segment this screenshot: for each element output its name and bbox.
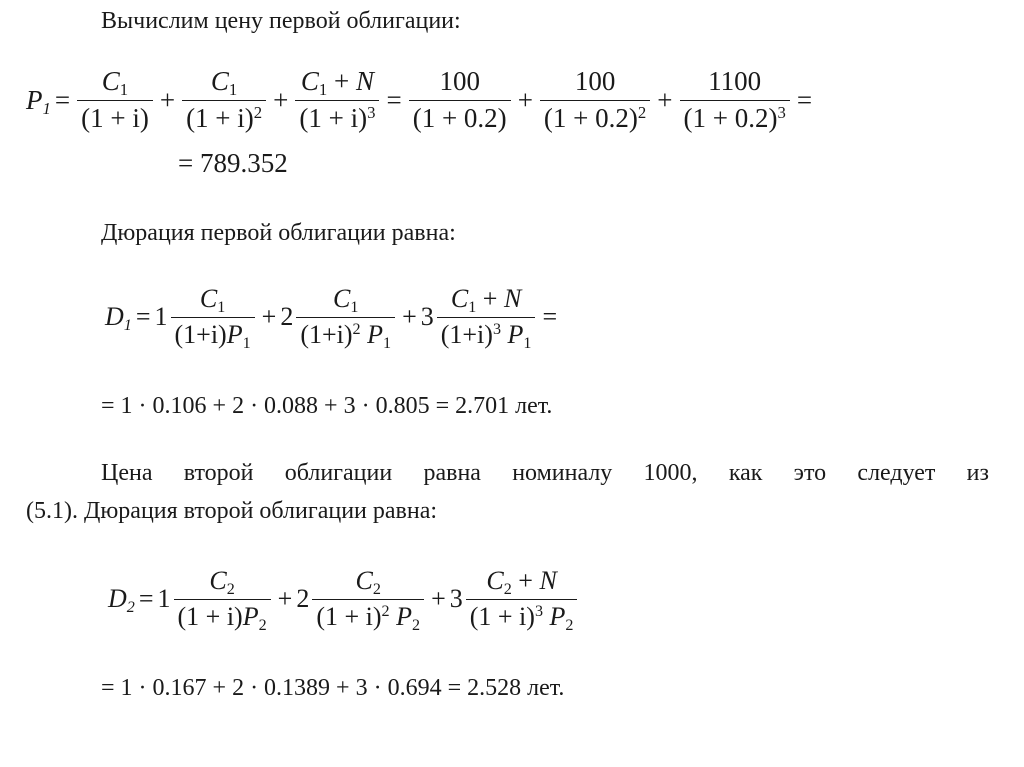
coefficient: 3 (449, 584, 463, 613)
plus-sign: + (431, 584, 446, 613)
p1-intro-text: Вычислим цену первой облигации: (101, 8, 461, 34)
d2-formula (108, 566, 580, 632)
p1-term3: $\frac{C_1 + N}{(1 + i)^3}$ (295, 66, 379, 134)
equals-sign: = (542, 302, 558, 331)
plus-sign: + (657, 84, 673, 115)
p1-term1: $\frac{C_1}{(1 + i)}$ (77, 66, 153, 134)
p1-term4: $\frac{100}{(1 + 0.2)}$ (409, 66, 511, 134)
d2-term3: $\frac{C_2 + N}{(1 + i)^3 P_2}$ (466, 566, 578, 632)
p1-term5: $\frac{100}{(1 + 0.2)^2}$ (540, 66, 650, 134)
coefficient: 1 (154, 302, 168, 331)
d1-term1: $\frac{C_1}{(1+i)P_1}$ (171, 284, 255, 350)
plus-sign: + (402, 302, 417, 331)
plus-sign: + (277, 584, 293, 613)
equals-sign: = (138, 584, 154, 613)
d1-lhs: $D_1$ (105, 302, 132, 334)
p1-term6: $\frac{1100}{(1 + 0.2)^3}$ (680, 66, 790, 134)
plus-sign: + (261, 302, 277, 331)
coefficient: 1 (157, 584, 171, 613)
equals-sign: = (386, 84, 402, 115)
d2-term2: $\frac{C_2}{(1 + i)^2 P_2}$ (312, 566, 424, 632)
d1-result: = 1 · 0.106 + 2 · 0.088 + 3 · 0.805 = 2.701 лет. (101, 393, 553, 419)
d2-lhs: $D_2$ (108, 584, 135, 616)
d2-intro-line1: Цена второй облигации равна номиналу 1000, как это следует из (101, 460, 989, 486)
d1-formula (105, 284, 561, 350)
equals-sign: = (135, 302, 151, 331)
equals-sign: = (54, 84, 71, 115)
d1-term3: $\frac{C_1 + N}{(1+i)^3 P_1}$ (437, 284, 536, 350)
coefficient: 2 (280, 302, 294, 331)
p1-formula (26, 66, 816, 134)
p1-term2: $\frac{C_1}{(1 + i)^2}$ (182, 66, 266, 134)
p1-lhs: $P_1$ (26, 84, 51, 118)
d2-result: = 1 · 0.167 + 2 · 0.1389 + 3 · 0.694 = 2.528 лет. (101, 675, 565, 701)
p1-result: = 789.352 (178, 148, 288, 178)
d2-intro-line2: (5.1). Дюрация второй облигации равна: (26, 498, 438, 524)
equals-sign: = (796, 84, 813, 115)
coefficient: 2 (296, 584, 310, 613)
plus-sign: + (159, 84, 176, 115)
coefficient: 3 (420, 302, 434, 331)
plus-sign: + (517, 84, 533, 115)
plus-sign: + (273, 84, 289, 115)
d1-intro-text: Дюрация первой облигации равна: (101, 220, 456, 246)
d1-term2: $\frac{C_1}{(1+i)^2 P_1}$ (296, 284, 395, 350)
d2-term1: $\frac{C_2}{(1 + i)P_2}$ (174, 566, 271, 632)
